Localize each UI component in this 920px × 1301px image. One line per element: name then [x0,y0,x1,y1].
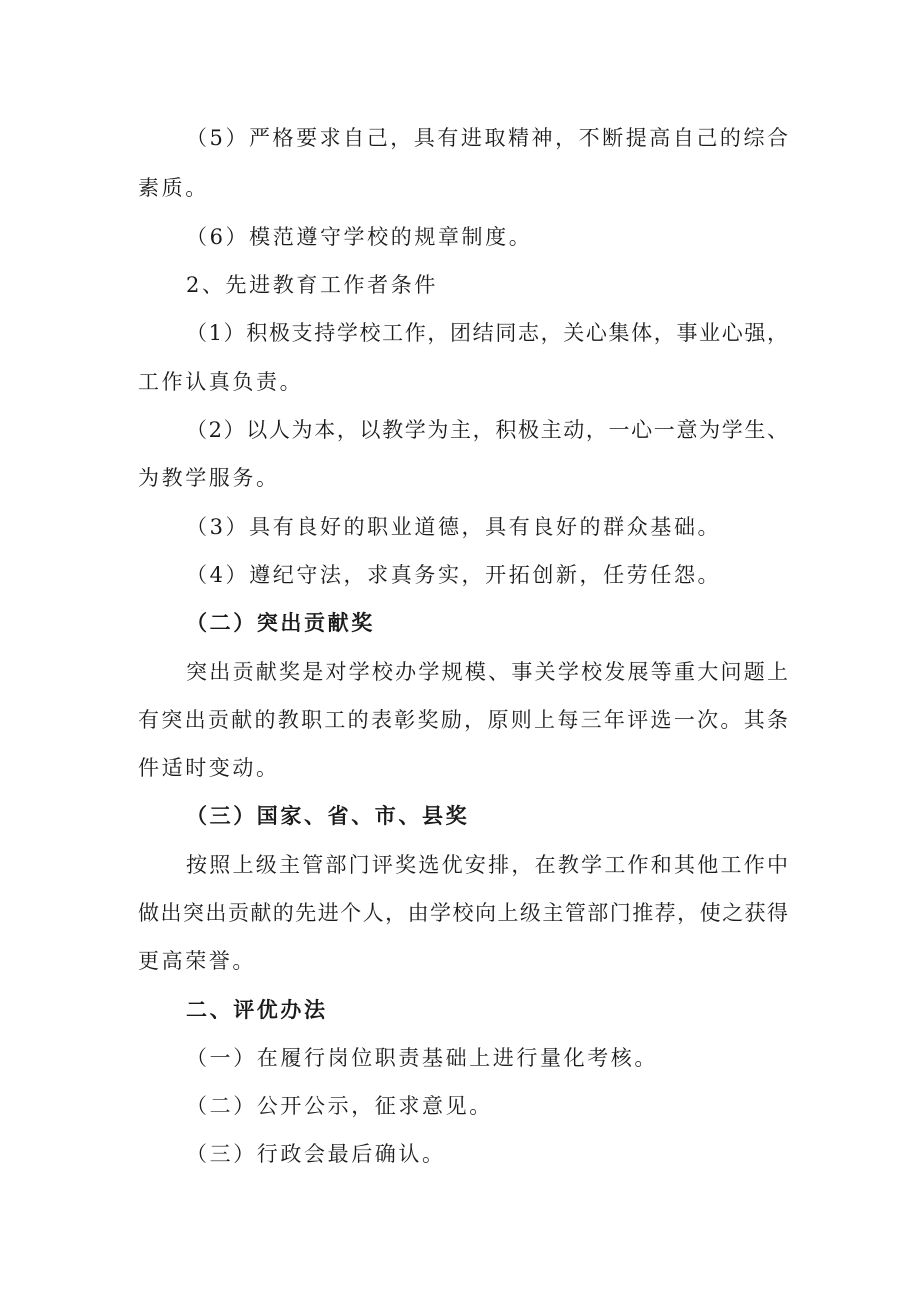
contribution-paragraph-line-2: 有突出贡献的教职工的表彰奖励，原则上每三年评选一次。其条 [138,708,788,732]
national-awards-paragraph-line-2: 做出突出贡献的先进个人，由学校向上级主管部门推荐，使之获得 [138,901,788,925]
list-item-6: （6）模范遵守学校的规章制度。 [186,225,533,249]
national-awards-paragraph-line-3: 更高荣誉。 [138,949,256,973]
evaluation-method-item-1: （一）在履行岗位职责基础上进行量化考核。 [186,1046,658,1070]
educator-item-2-line-1: （2）以人为本，以教学为主，积极主动，一心一意为学生、 [186,418,788,442]
educator-item-3: （3）具有良好的职业道德，具有良好的群众基础。 [186,515,722,539]
educator-item-1-line-1: （1）积极支持学校工作，团结同志，关心集体，事业心强， [186,321,788,345]
list-item-5-line-1: （5）严格要求自己，具有进取精神，不断提高自己的综合 [186,126,788,150]
educator-item-2-line-2: 为教学服务。 [138,466,280,490]
section-heading-outstanding-contribution: （二）突出贡献奖 [186,610,375,635]
section-heading-evaluation-method: 二、评优办法 [186,997,328,1022]
national-awards-paragraph-line-1: 按照上级主管部门评奖选优安排，在教学工作和其他工作中 [186,853,788,877]
evaluation-method-item-3: （三）行政会最后确认。 [186,1142,446,1166]
section-heading-national-awards: （三）国家、省、市、县奖 [186,803,470,828]
contribution-paragraph-line-1: 突出贡献奖是对学校办学规模、事关学校发展等重大问题上 [186,660,788,684]
educator-item-4: （4）遵纪守法，求真务实，开拓创新，任劳任怨。 [186,563,722,587]
list-item-5-line-2: 素质。 [138,176,209,200]
section-heading-advanced-educator: 2、先进教育工作者条件 [186,273,438,297]
evaluation-method-item-2: （二）公开公示，征求意见。 [186,1094,493,1118]
educator-item-1-line-2: 工作认真负责。 [138,370,304,394]
contribution-paragraph-line-3: 件适时变动。 [138,756,280,780]
